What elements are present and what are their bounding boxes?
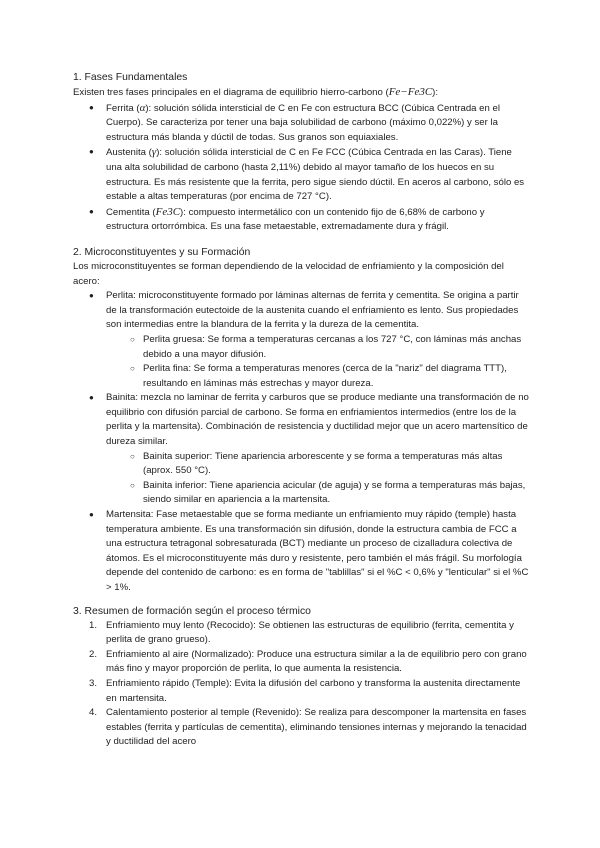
- item-text: ): compuesto intermetálico con un contenido fijo de 6,68% de carbono y estructura ortorrómbica. Es una fase metaestable, extremadamente dura y frágil.: [106, 206, 485, 233]
- item-text: Enfriamiento al aire (Normalizado): Produce una estructura similar a la de equilibrio pero con grano más fino y mayor proporción de perlita, lo que aumenta la resistencia.: [106, 648, 527, 675]
- sub-list: [106, 333, 529, 391]
- item-number: 1.: [89, 619, 98, 631]
- item-number: 2.: [89, 648, 98, 660]
- item-text: Enfriamiento rápido (Temple): Evita la difusión del carbono y transforma la austenita directamente en martensita.: [106, 677, 521, 704]
- section-resumen-formacion: [73, 604, 529, 750]
- bullet-circle-icon: ○: [130, 364, 135, 374]
- bullet-circle-icon: ○: [130, 451, 135, 461]
- item-text: Bainita: mezcla no laminar de ferrita y carburos que se produce mediante una transformación de no equilibrio con difusión parcial de carbono. Se forma en enfriamientos intermedios (entre los de la perlita y la martensita). Combinación de resistencia y ductilidad mejor que un acero martensítico de dureza similar.: [106, 392, 529, 448]
- item-text: Cementita (: [106, 206, 156, 218]
- bullet-icon: ●: [89, 510, 94, 520]
- list-item-normalizado: [73, 648, 529, 677]
- list-item-temple: [73, 677, 529, 706]
- bullet-icon: ●: [89, 102, 94, 112]
- list-item-perlita: [73, 289, 529, 391]
- section-fases-fundamentales: [73, 70, 529, 235]
- sub-item-text: Perlita gruesa: Se forma a temperaturas cercanas a los 727 °C, con láminas más anchas debido a una mayor difusión.: [143, 333, 522, 360]
- list-item-martensita: [73, 508, 529, 596]
- phases-list: [73, 101, 529, 235]
- sub-item-text: Perlita fina: Se forma a temperaturas menores (cerca de la "nariz" del diagrama TTT), resultando en láminas más estrechas y mayor dureza.: [143, 363, 507, 389]
- sub-item-text: Bainita superior: Tiene apariencia arborescente y se forma a temperaturas más altas (aprox. 550 °C).: [143, 450, 503, 477]
- symbol-alpha: α: [139, 101, 146, 114]
- intro-text-end: ):: [432, 87, 439, 98]
- item-number: 4.: [89, 707, 98, 719]
- item-text: Enfriamiento muy lento (Recocido): Se obtienen las estructuras de equilibrio (ferrita, cementita y perlita de grano grueso).: [106, 619, 514, 646]
- sub-item-text: Bainita inferior: Tiene apariencia acicular (de aguja) y se forma a temperaturas más bajas, siendo similar en apariencia a la martensita.: [143, 479, 526, 506]
- list-item-austenita: [73, 145, 529, 204]
- process-list: [73, 619, 529, 750]
- intro-text: Existen tres fases principales en el diagrama de equilibrio hierro-carbono (: [73, 87, 389, 98]
- sub-item-perlita-fina: [73, 362, 529, 391]
- item-text: ): solución sólida intersticial de C en Fe FCC (Cúbica Centrada en las Caras). Tiene una alta solubilidad de carbono (hasta 2,11%) debido al mayor tamaño de los huecos en su estructura. Es más resistente que la ferrita, pero sigue siendo dúctil. En aceros al carbono, sólo es estable a altas temperaturas (por encima de 727 °C).: [106, 147, 525, 203]
- section-microconstituyentes: [73, 245, 529, 596]
- item-text: Calentamiento posterior al temple (Revenido): Se realiza para descomponer la martensita en fases estables (ferrita y partículas de cementita), eliminando tensiones internas y mejorando la tenacidad y ductilidad del acero: [106, 707, 527, 748]
- formula-fe3c: Fe3C: [155, 205, 181, 218]
- formula-fe-fe3c: Fe−Fe3C: [388, 86, 433, 98]
- symbol-gamma: γ: [151, 146, 157, 159]
- item-number: 3.: [89, 677, 98, 689]
- bullet-circle-icon: ○: [130, 480, 135, 490]
- bullet-icon: ●: [89, 147, 94, 157]
- document-page: [73, 70, 529, 750]
- bullet-circle-icon: ○: [130, 334, 135, 344]
- list-item-bainita: [73, 391, 529, 508]
- sub-item-bainita-inferior: [73, 479, 529, 508]
- item-text: Ferrita (: [106, 102, 140, 114]
- sub-item-perlita-gruesa: [73, 333, 529, 362]
- section-intro: [73, 85, 529, 101]
- item-text: ): solución sólida intersticial de C en Fe con estructura BCC (Cúbica Centrada en el Cuerpo). Se caracteriza por tener una baja solubilidad de carbono (máximo 0,022%) y ser la estructura más blanda y dúctil de todas. Sus granos son equiaxiales.: [106, 102, 500, 143]
- list-item-recocido: [73, 619, 529, 648]
- list-item-revenido: [73, 706, 529, 750]
- section-intro: Los microconstituyentes se forman dependiendo de la velocidad de enfriamiento y la composición del acero:: [73, 260, 504, 287]
- bullet-icon: ●: [89, 206, 94, 216]
- bullet-icon: ●: [89, 291, 94, 301]
- microconstituents-list: [73, 289, 529, 595]
- item-text: Martensita: Fase metaestable que se forma mediante un enfriamiento muy rápido (temple) hasta temperatura ambiente. Es una transformación sin difusión, donde la estructura cambia de FCC a una estructura tetragonal sobresaturada (BCT) mediante un proceso de cizalladura colectiva de átomos. Es el microconstituyente más duro y resistente, pero también el más frágil. Su morfología depende del contenido de carbono: es en forma de "tablillas" si el %C < 0,6% y "lenticular" si el %C > 1%.: [106, 509, 529, 593]
- section-heading: 2. Microconstituyentes y su Formación: [73, 246, 251, 258]
- sub-item-bainita-superior: [73, 450, 529, 479]
- section-heading: 1. Fases Fundamentales: [73, 72, 188, 83]
- section-heading: 3. Resumen de formación según el proceso térmico: [73, 605, 311, 617]
- list-item-ferrita: [73, 101, 529, 146]
- bullet-icon: ●: [89, 393, 94, 403]
- list-item-cementita: [73, 205, 529, 235]
- sub-list: [106, 450, 529, 508]
- item-text: Perlita: microconstituyente formado por láminas alternas de ferrita y cementita. Se origina a partir de la transformación eutectoide de la austenita cuando el enfriamiento es lento. Sus propiedades son intermedias entre la blandura de la ferrita y la dureza de la cementita.: [106, 290, 519, 331]
- item-text: Austenita (: [106, 147, 152, 159]
